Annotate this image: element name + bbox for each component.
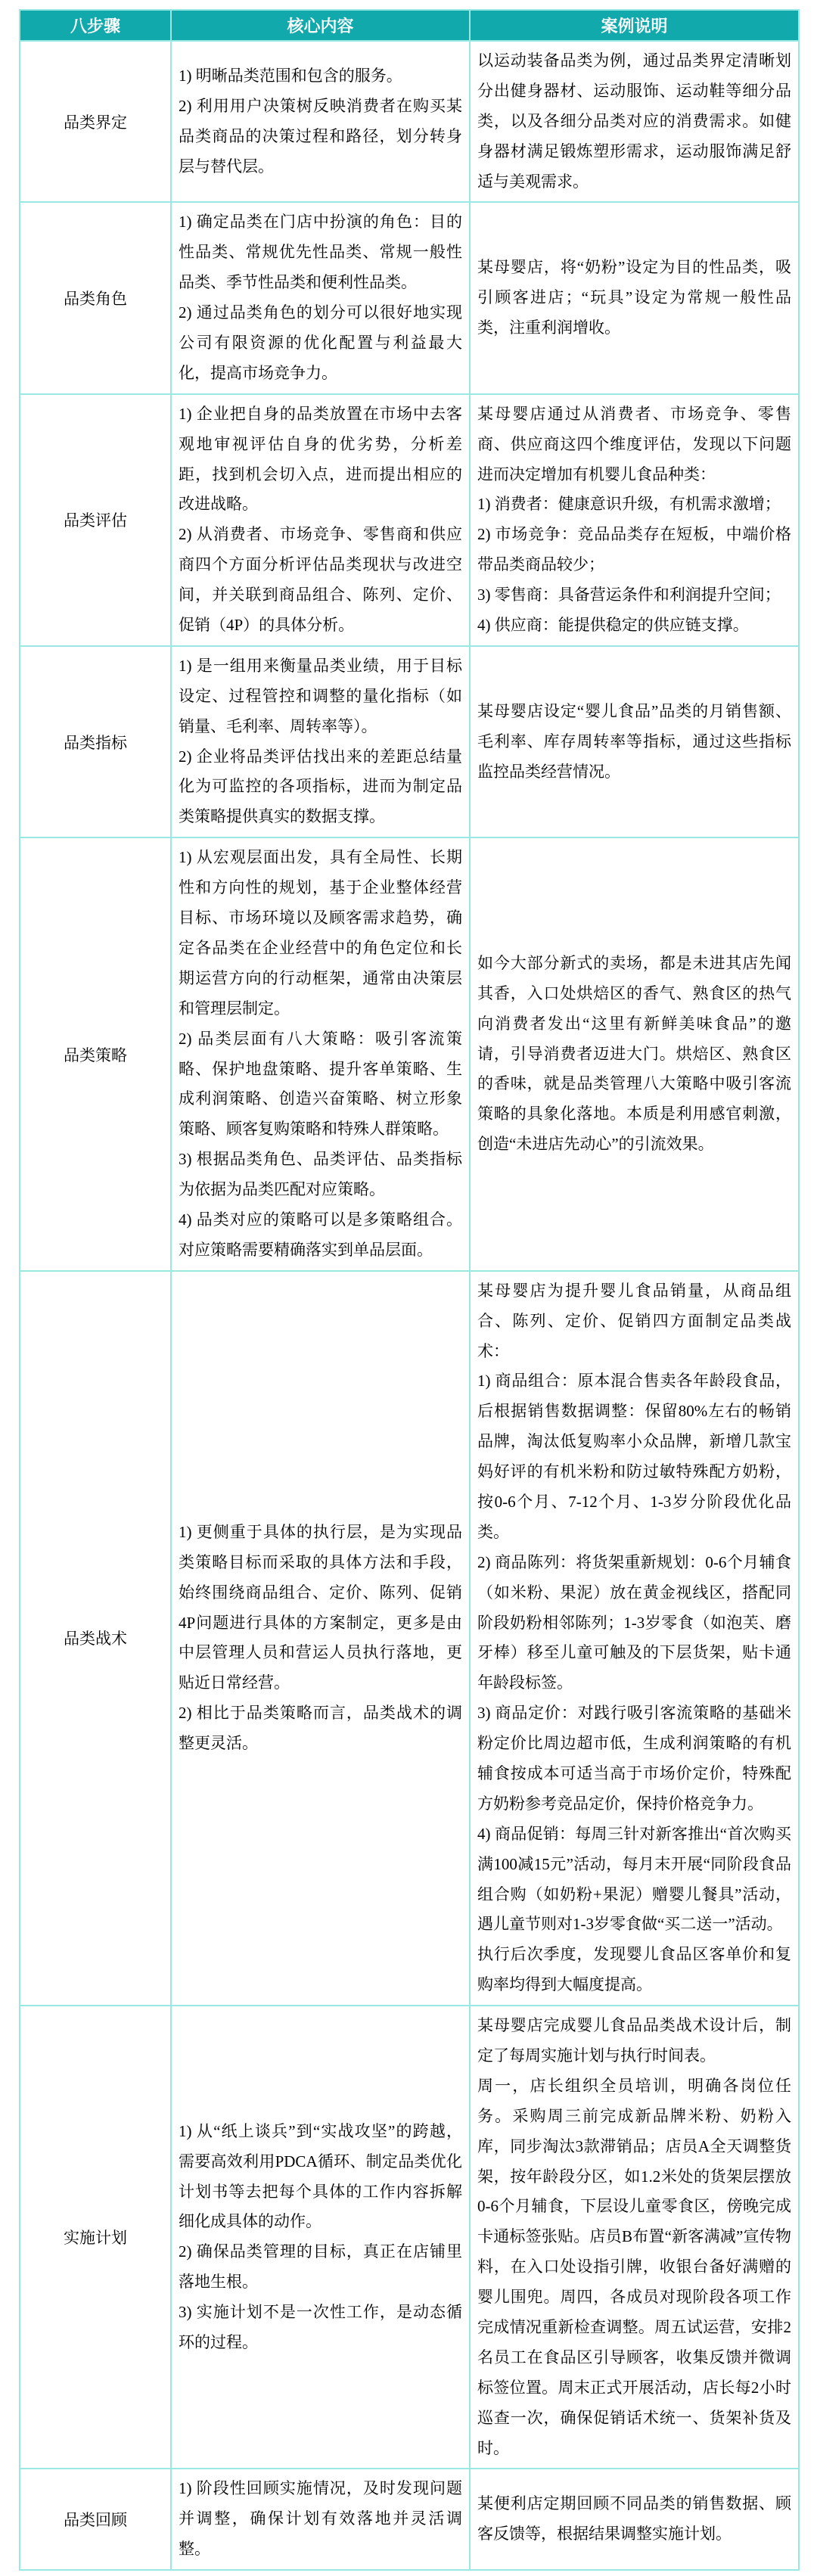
paragraph: 1) 阶段性回顾实施情况，及时发现问题并调整，确保计划有效落地并灵活调整。 <box>179 2479 462 2559</box>
paragraph: 3) 零售商：具备营运条件和利润提升空间； <box>477 586 781 604</box>
core-content-cell <box>171 2469 470 2570</box>
paragraph: 1) 企业把自身的品类放置在市场中去客观地审视评估自身的优劣势，分析差距，找到机会切入点，进而提出相应的改进战略。 <box>179 404 462 514</box>
paragraph: 如今大部分新式的卖场，都是未进其店先闻其香，入口处烘焙区的香气、熟食区的热气向消费者发出“这里有新鲜美味食品”的邀请，引导消费者迈进大门。烘焙区、熟食区的香味，就是品类管理八大策略中吸引客流策略的具象化落地。本质是利用感官刺激，创造“未进店先动心”的引流效果。 <box>477 953 791 1154</box>
paragraph: 执行后次季度，发现婴儿食品区客单价和复购率均得到大幅度提高。 <box>477 1945 791 1994</box>
paragraph: 2) 企业将品类评估找出来的差距总结量化为可监控的各项指标，进而为制定品类策略提供真实的数据支撑。 <box>179 747 462 826</box>
paragraph: 某母婴店完成婴儿食品品类战术设计后，制定了每周实施计划与执行时间表。 <box>477 2016 791 2065</box>
table-body <box>20 41 799 2570</box>
case-description-cell <box>470 2006 799 2469</box>
table-row <box>20 41 799 202</box>
category-management-table <box>19 9 800 2571</box>
paragraph: 某母婴店设定“婴儿食品”品类的月销售额、毛利率、库存周转率等指标，通过这些指标监控品类经营情况。 <box>477 701 791 781</box>
step-name-cell: 品类角色 <box>20 202 171 393</box>
case-description-cell <box>470 41 799 202</box>
step-name-cell: 实施计划 <box>20 2006 171 2469</box>
paragraph: 4) 商品促销：每周三针对新客推出“首次购买满100减15元”活动，每月末开展“同阶段食品组合购（如奶粉+果泥）赠婴儿餐具”活动，遇儿童节则对1-3岁零食做“买二送一”活动。 <box>477 1824 791 1934</box>
paragraph: 某母婴店为提升婴儿食品销量，从商品组合、陈列、定价、促销四方面制定品类战术： <box>477 1281 791 1360</box>
paragraph: 1) 从“纸上谈兵”到“实战攻坚”的跨越，需要高效利用PDCA循环、制定品类优化计划书等去把每个具体的工作内容拆解细化成具体的动作。 <box>179 2121 462 2231</box>
core-content-cell <box>171 2006 470 2469</box>
step-name-cell: 品类指标 <box>20 646 171 837</box>
paragraph: 某母婴店通过从消费者、市场竞争、零售商、供应商这四个维度评估，发现以下问题进而决定增加有机婴儿食品种类： <box>477 404 791 483</box>
paragraph: 4) 供应商：能提供稳定的供应链支撑。 <box>477 616 749 635</box>
core-content-cell <box>171 394 470 646</box>
paragraph: 3) 实施计划不是一次性工作，是动态循环的过程。 <box>179 2303 462 2351</box>
paragraph: 1) 是一组用来衡量品类业绩，用于目标设定、过程管控和调整的量化指标（如销量、毛利率、周转率等）。 <box>179 656 462 735</box>
step-name-cell: 品类回顾 <box>20 2469 171 2570</box>
table-row <box>20 646 799 837</box>
table-row <box>20 202 799 393</box>
column-header-steps: 八步骤 <box>20 10 171 41</box>
paragraph: 某母婴店，将“奶粉”设定为目的性品类，吸引顾客进店；“玩具”设定为常规一般性品类，注重利润增收。 <box>477 258 791 337</box>
step-name-cell: 品类界定 <box>20 41 171 202</box>
step-name-cell: 品类战术 <box>20 1271 171 2006</box>
paragraph: 2) 利用用户决策树反映消费者在购买某品类商品的决策过程和路径，划分转身层与替代层。 <box>179 96 462 176</box>
paragraph: 周一，店长组织全员培训，明确各岗位任务。采购周三前完成新品牌米粉、奶粉入库，同步淘汰3款滞销品；店员A全天调整货架，按年龄段分区，如1.2米处的货架层摆放0-6个月辅食，下层设儿童零食区，傍晚完成卡通标签张贴。店员B布置“新客满减”宣传物料，在入口处设指引牌，收银台备好满赠的婴儿围兜。周四，各成员对现阶段各项工作完成情况重新检查调整。周五试运营，安排2名员工在食品区引导顾客，收集反馈并微调标签位置。周末正式开展活动，店长每2小时巡查一次，确保促销话术统一、货架补货及时。 <box>477 2076 791 2457</box>
core-content-cell <box>171 646 470 837</box>
table-row <box>20 1271 799 2006</box>
paragraph: 1) 从宏观层面出发，具有全局性、长期性和方向性的规划，基于企业整体经营目标、市场环境以及顾客需求趋势，确定各品类在企业经营中的角色定位和长期运营方向的行动框架，通常由决策层和管理层制定。 <box>179 848 462 1018</box>
table-row <box>20 2469 799 2570</box>
header-row <box>20 10 799 41</box>
paragraph: 2) 通过品类角色的划分可以很好地实现公司有限资源的优化配置与利益最大化，提高市场竞争力。 <box>179 303 462 382</box>
paragraph: 2) 相比于品类策略而言，品类战术的调整更灵活。 <box>179 1704 462 1753</box>
table-row <box>20 394 799 646</box>
column-header-case-description: 案例说明 <box>470 10 799 41</box>
paragraph: 1) 明晰品类范围和包含的服务。 <box>179 66 402 85</box>
paragraph: 2) 确保品类管理的目标，真正在店铺里落地生根。 <box>179 2242 462 2292</box>
core-content-cell <box>171 1271 470 2006</box>
step-name-cell: 品类策略 <box>20 837 171 1270</box>
step-name-cell: 品类评估 <box>20 394 171 646</box>
paragraph: 以运动装备品类为例，通过品类界定清晰划分出健身器材、运动服饰、运动鞋等细分品类，以及各细分品类对应的消费需求。如健身器材满足锻炼塑形需求，运动服饰满足舒适与美观需求。 <box>477 51 791 191</box>
paragraph: 2) 市场竞争：竞品品类存在短板，中端价格带品类商品较少； <box>477 525 791 574</box>
paragraph: 3) 根据品类角色、品类评估、品类指标为依据为品类匹配对应策略。 <box>179 1150 462 1199</box>
paragraph: 2) 从消费者、市场竞争、零售商和供应商四个方面分析评估品类现状与改进空间，并关联到商品组合、陈列、定价、促销（4P）的具体分析。 <box>179 525 462 635</box>
paragraph: 4) 品类对应的策略可以是多策略组合。对应策略需要精确落实到单品层面。 <box>179 1210 462 1259</box>
table-header <box>20 10 799 41</box>
case-description-cell <box>470 2469 799 2570</box>
table-row <box>20 837 799 1270</box>
case-description-cell <box>470 1271 799 2006</box>
case-description-cell <box>470 394 799 646</box>
core-content-cell <box>171 837 470 1270</box>
paragraph: 某便利店定期回顾不同品类的销售数据、顾客反馈等，根据结果调整实施计划。 <box>477 2494 791 2543</box>
core-content-cell <box>171 41 470 202</box>
paragraph: 1) 消费者：健康意识升级，有机需求激增； <box>477 495 781 514</box>
case-description-cell <box>470 646 799 837</box>
column-header-core-content: 核心内容 <box>171 10 470 41</box>
table-row <box>20 2006 799 2469</box>
case-description-cell <box>470 837 799 1270</box>
paragraph: 3) 商品定价：对践行吸引客流策略的基础米粉定价比周边超市低，生成利润策略的有机辅食按成本可适当高于市场价定价，特殊配方奶粉参考竞品定价，保持价格竞争力。 <box>477 1704 791 1813</box>
paragraph: 1) 商品组合：原本混合售卖各年龄段食品，后根据销售数据调整：保留80%左右的畅销品牌，淘汰低复购率小众品牌，新增几款宝妈好评的有机米粉和防过敏特殊配方奶粉，按0-6个月、7-12个月、1-3岁分阶段优化品类。 <box>477 1372 791 1541</box>
paragraph: 2) 商品陈列：将货架重新规划：0-6个月辅食（如米粉、果泥）放在黄金视线区，搭配同阶段奶粉相邻陈列；1-3岁零食（如泡芙、磨牙棒）移至儿童可触及的下层货架，贴卡通年龄段标签。 <box>477 1552 791 1692</box>
paragraph: 1) 确定品类在门店中扮演的角色：目的性品类、常规优先性品类、常规一般性品类、季节性品类和便利性品类。 <box>179 213 462 292</box>
paragraph: 1) 更侧重于具体的执行层，是为实现品类策略目标而采取的具体方法和手段，始终围绕商品组合、定价、陈列、促销4P问题进行具体的方案制定，更多是由中层管理人员和营运人员执行落地，更贴近日常经营。 <box>179 1522 462 1692</box>
paragraph: 2) 品类层面有八大策略：吸引客流策略、保护地盘策略、提升客单策略、生成利润策略、创造兴奋策略、树立形象策略、顾客复购策略和特殊人群策略。 <box>179 1029 462 1139</box>
core-content-cell <box>171 202 470 393</box>
case-description-cell <box>470 202 799 393</box>
